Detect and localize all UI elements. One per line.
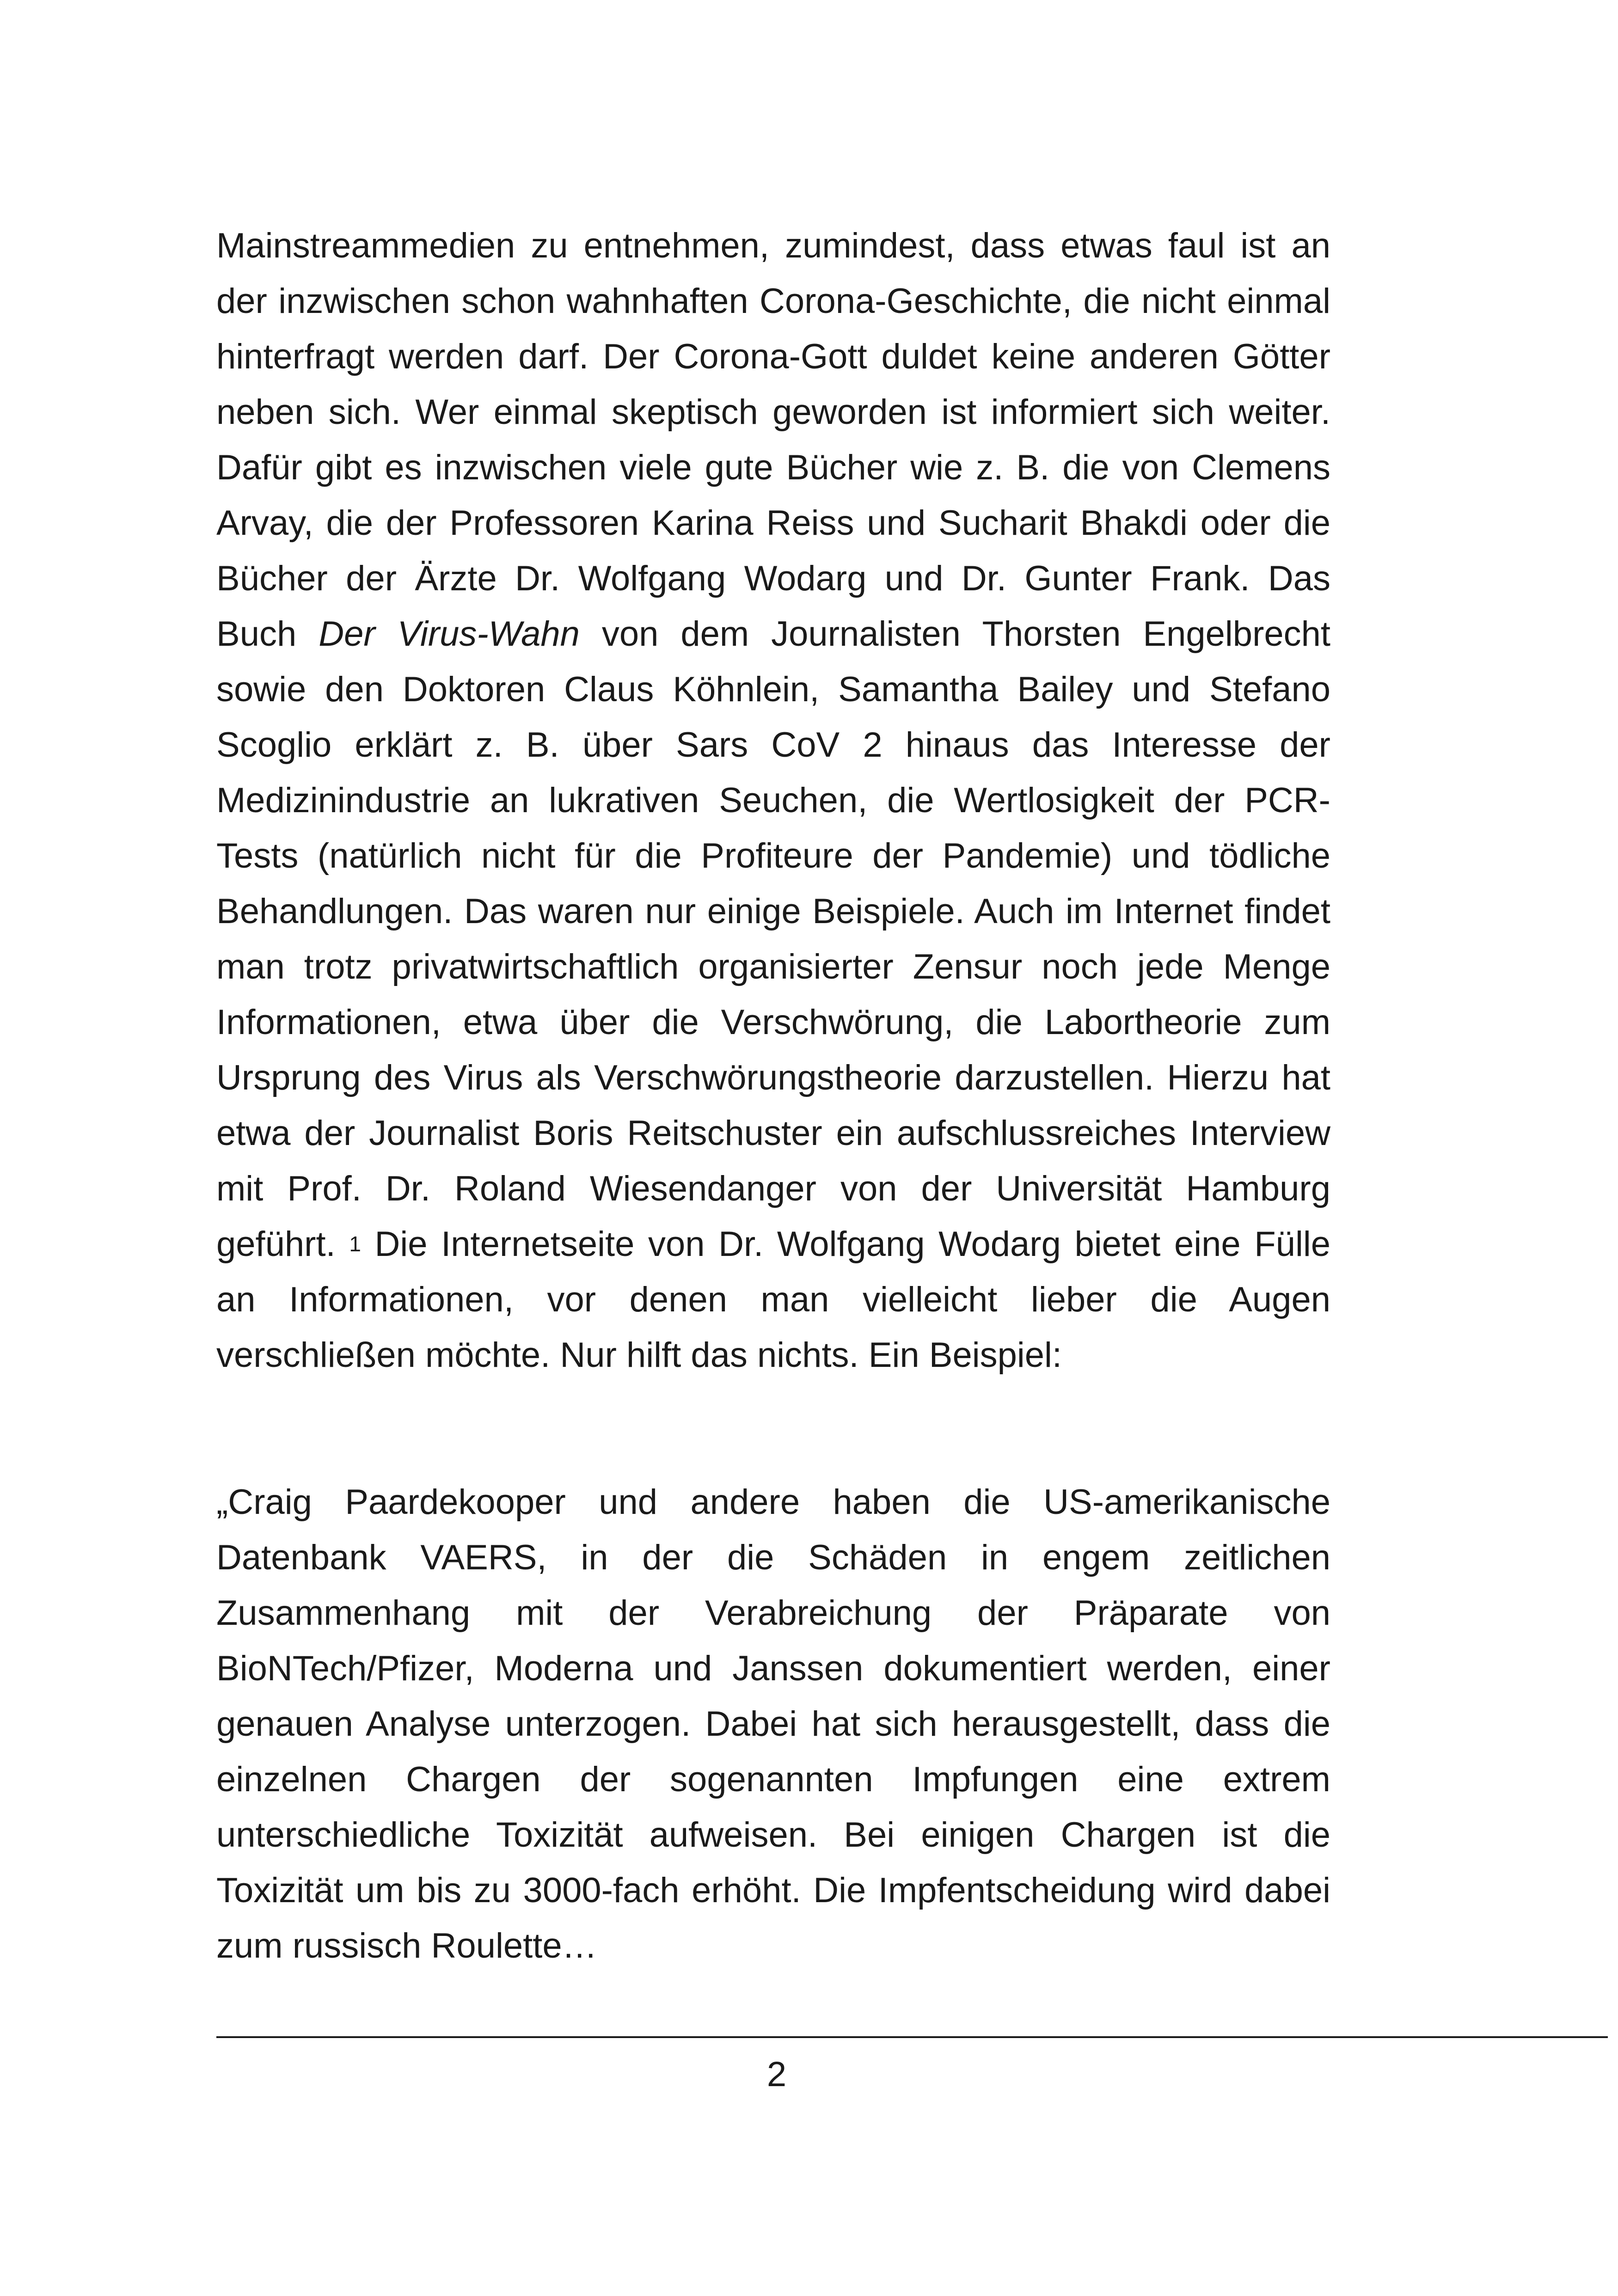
footnote-marker[interactable]: 1: [349, 1232, 361, 1256]
quote-paragraph: [216, 1475, 1330, 1974]
page-number: 2: [766, 2055, 787, 2094]
paragraph-text-after-title: von dem Journalisten Thorsten Engelbrecht sowie den Doktoren Claus Köhnlein, Samantha Bailey und Stefano Scoglio erklärt z. B. über Sars CoV 2 hinaus das Interesse der Medizinindustrie an lukrativen Seuchen, die Wertlosigkeit der PCR-Tests (natürlich nicht für die Profiteure der Pandemie) und tödliche Behandlungen. Das waren nur einige Beispiele. Auch im Internet findet man trotz privatwirtschaftlich organisierter Zensur noch jede Menge Informationen, etwa über die Verschwörung, die Labortheorie zum Ursprung des Virus als Verschwörungstheorie darzustellen. Hierzu hat etwa der Journalist Boris Reitschuster ein aufschlussreiches Interview mit Prof. Dr. Roland Wiesendanger von der Universität Hamburg geführt.: [216, 614, 1331, 1264]
quote-text: „Craig Paardekooper und andere haben die US-amerikanische Datenbank VAERS, in der die Schäden in engem zeitlichen Zusammenhang mit der Verabreichung der Präparate von BioNTech/Pfizer, Moderna und Janssen dokumentiert werden, einer genauen Analyse unterzogen. Dabei hat sich herausgestellt, dass die einzelnen Chargen der sogenannten Impfungen eine extrem unterschiedliche Toxizität aufweisen. Bei einigen Chargen ist die Toxizität um bis zu 3000-fach erhöht. Die Impfentscheidung wird dabei zum russisch Roulette…: [216, 1482, 1330, 1965]
paragraph-text-before-title: Mainstreammedien zu entnehmen, zumindest, dass etwas faul ist an der inzwischen schon wahnhaften Corona-Geschichte, die nicht einmal hinterfragt werden darf. Der Corona-Gott duldet keine anderen Götter neben sich. Wer einmal skeptisch geworden ist informiert sich weiter. Dafür gibt es inzwischen viele gute Bücher wie z. B. die von Clemens Arvay, die der Professoren Karina Reiss und Sucharit Bhakdi oder die Bücher der Ärzte Dr. Wolfgang Wodarg und Dr. Gunter Frank. Das Buch: [216, 226, 1330, 654]
footnote-space: [336, 1225, 349, 1264]
footer-divider: [216, 2036, 1608, 2038]
book-title: Der Virus-Wahn: [319, 614, 580, 654]
paragraph-text-after-footnote: Die Internetseite von Dr. Wolfgang Wodarg bietet eine Fülle an Informationen, vor denen man vielleicht lieber die Augen verschließen möchte. Nur hilft das nichts. Ein Beispiel:: [216, 1225, 1330, 1375]
body-paragraph-1: [216, 218, 1330, 1383]
